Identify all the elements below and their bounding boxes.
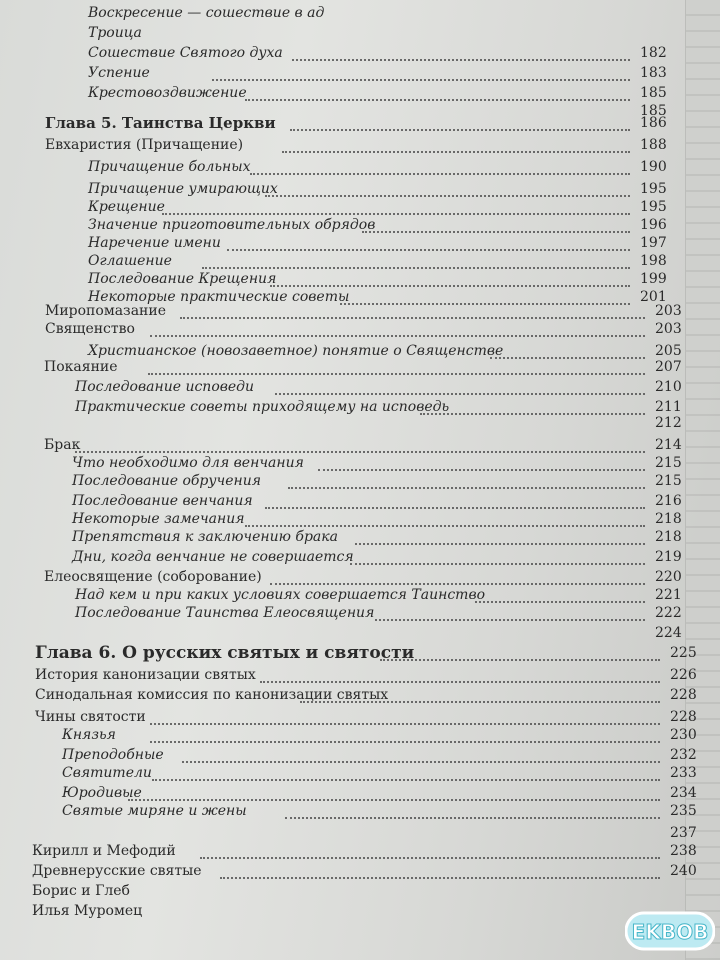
toc-entry [88,42,283,64]
toc-entry-title: Некоторые замечания [72,511,245,527]
toc-page-number: 190 [640,159,667,175]
dot-leader [420,412,645,415]
toc-page-number: 228 [670,687,697,703]
toc-entry-title: Чины святости [35,709,146,725]
dot-leader [350,562,645,565]
toc-page-number: 214 [655,437,682,453]
toc-page-number: 224 [655,625,682,641]
toc-page-number: 185 [640,103,667,119]
toc-entry [32,900,142,922]
toc-entry [32,880,130,902]
toc-entry-title: Священство [45,321,135,337]
toc-entry-title: Наречение имени [88,235,221,251]
toc-entry [75,396,449,418]
toc-entry-title: Последование Таинства Елеосвящения [75,605,375,621]
toc-page-number: 226 [670,667,697,683]
toc-page-number: 186 [640,115,667,131]
toc-page-number: 222 [655,605,682,621]
dot-leader [475,600,645,603]
dot-leader [182,760,660,763]
dot-leader [285,816,660,819]
toc-entry-title: Успение [88,65,150,81]
toc-entry-title: Брак [44,437,81,453]
dot-leader [202,266,630,269]
toc-entry-title: Миропомазание [45,303,166,319]
toc-page-number: 218 [655,529,682,545]
toc-page-number: 219 [655,549,682,565]
toc-entry [62,744,164,766]
toc-entry [32,840,176,862]
toc-entry-title: Троица [88,25,142,41]
toc-page-number: 203 [655,321,682,337]
dot-leader [282,150,630,153]
toc-entry-title: Юродивые [62,785,142,801]
dot-leader [490,356,645,359]
dot-leader [288,486,645,489]
toc-entry-title: Крещение [88,199,165,215]
toc-entry [75,602,374,624]
toc-page-number: 211 [655,399,682,415]
toc-page-number: 182 [640,45,667,61]
dot-leader [362,230,630,233]
toc-entry-title: Последование исповеди [75,379,255,395]
toc-page-number: 203 [655,303,682,319]
dot-leader [265,194,630,197]
dot-leader [292,58,630,61]
toc-entry-title: Покаяние [44,359,118,375]
dot-leader [270,582,645,585]
toc-page-number: 230 [670,727,697,743]
dot-leader [245,98,630,101]
toc-entry [72,452,304,474]
toc-entry [72,508,245,530]
dot-leader [162,212,630,215]
toc-entry [88,62,150,84]
dot-leader [250,172,630,175]
toc-entry-title: Значение приготовительных обрядов [88,217,376,233]
dot-leader [260,680,660,683]
chapter-title: Глава 6. О русских святых и святости [35,643,415,663]
toc-entry [72,490,253,512]
toc-entry [88,268,276,290]
toc-entry-title: История канонизации святых [35,667,256,683]
toc-entry-title: Оглашение [88,253,172,269]
toc-page-number: 218 [655,511,682,527]
toc-page-number: 207 [655,359,682,375]
toc-entry [88,22,142,44]
dot-leader [265,506,645,509]
toc-page-number: 228 [670,709,697,725]
toc-page-number: 210 [655,379,682,395]
toc-entry-title: Некоторые практические советы [88,289,350,305]
toc-entry-title: Сошествие Святого духа [88,45,283,61]
toc-entry-title: Последование венчания [72,493,253,509]
toc-page-number: 225 [670,645,697,661]
toc-entry [45,318,135,340]
toc-entry-title: Святители [62,765,152,781]
toc-entry-title: Синодальная комиссия по канонизации святых [35,687,389,703]
toc-entry [44,356,118,378]
toc-page-number: 233 [670,765,697,781]
toc-entry [62,724,116,746]
watermark-logo [625,910,715,952]
dot-leader [245,524,645,527]
toc-page-number: 197 [640,235,667,251]
toc-entry [62,782,142,804]
toc-entry [72,470,261,492]
toc-entry-title: Святые миряне и жены [62,803,247,819]
toc-page-number: 220 [655,569,682,585]
dot-leader [318,468,645,471]
dot-leader [150,722,660,725]
toc-entry-title: Евхаристия (Причащение) [45,137,244,153]
toc-page-number: 237 [670,825,697,841]
toc-page-number: 238 [670,843,697,859]
toc-page-number: 185 [640,85,667,101]
dot-leader [227,248,630,251]
toc-entry-title: Князья [62,727,116,743]
toc-page-number: 183 [640,65,667,81]
toc-page-number: 215 [655,473,682,489]
toc-entry [88,340,503,362]
toc-page-number: 201 [640,289,667,305]
toc-page-number: 205 [655,343,682,359]
toc-entry-title: Препятствия к заключению брака [72,529,338,545]
toc-page-number: 212 [655,415,682,431]
toc-entry-title: Последование обручения [72,473,262,489]
dot-leader [128,798,660,801]
toc-entry-title: Борис и Глеб [32,883,130,899]
toc-page-number: 215 [655,455,682,471]
dot-leader [200,856,660,859]
logo-text: EKBOB [631,920,709,944]
toc-entry-title: Кирилл и Мефодий [32,843,176,859]
toc-page-number: 221 [655,587,682,603]
dot-leader [150,334,645,337]
dot-leader [290,128,630,131]
dot-leader [150,740,660,743]
toc-entry [88,156,251,178]
toc-entry-title: Преподобные [62,747,164,763]
toc-page-number: 188 [640,137,667,153]
toc-page-number: 232 [670,747,697,763]
toc-page-number: 196 [640,217,667,233]
toc-entry [35,706,146,728]
toc-entry-title: Илья Муромец [32,903,143,919]
toc-entry [75,376,254,398]
toc-entry-title: Крестовоздвижение [88,85,247,101]
toc-entry [35,664,256,686]
dot-leader [148,372,645,375]
toc-entry-title: Воскресение — сошествие в ад [88,5,325,21]
toc-page-number: 195 [640,199,667,215]
toc-entry [88,2,324,24]
dot-leader [220,876,660,879]
toc-entry [88,250,172,272]
toc-entry [62,762,152,784]
dot-leader [270,284,630,287]
toc-page-number: 240 [670,863,697,879]
dot-leader [380,658,660,661]
toc-entry [45,112,276,134]
toc-entry [32,860,202,882]
toc-entry [45,134,243,156]
toc-entry [88,196,165,218]
toc-entry-title: Елеосвящение (соборование) [44,569,262,585]
toc-entry-title: Дни, когда венчание не совершается [72,549,354,565]
toc-page-number: 195 [640,181,667,197]
toc-entry [44,566,262,588]
toc-entry [88,82,247,104]
toc-entry [44,434,80,456]
chapter-title: Глава 5. Таинства Церкви [45,114,276,132]
toc-entry-title: Древнерусские святые [32,863,202,879]
toc-entry [88,178,278,200]
toc-page-number: 234 [670,785,697,801]
toc-entry-title: Христианское (новозаветное) понятие о Священстве [88,343,504,359]
dot-leader [180,316,645,319]
toc-entry-title: Причащение умирающих [88,181,278,197]
toc-entry-title: Что необходимо для венчания [72,455,304,471]
dot-leader [340,302,630,305]
toc-entry [62,800,247,822]
dot-leader [375,618,645,621]
toc-page-number: 235 [670,803,697,819]
toc-page-number: 216 [655,493,682,509]
toc-entry-title: Над кем и при каких условиях совершается Таинство [75,587,486,603]
dot-leader [355,542,645,545]
toc-entry [88,232,221,254]
toc-entry [45,300,166,322]
toc-entry-title: Последование Крещения [88,271,277,287]
dot-leader [275,392,645,395]
dot-leader [152,778,660,781]
toc-page-number: 199 [640,271,667,287]
toc-entry [35,642,414,664]
toc-page-number: 198 [640,253,667,269]
toc-entry [72,526,338,548]
toc-entry [72,546,354,568]
toc-entry [75,584,485,606]
dot-leader [212,78,630,81]
toc-entry [88,214,375,236]
dot-leader [75,450,645,453]
toc-entry [35,684,388,706]
toc-entry-title: Причащение больных [88,159,251,175]
toc-entry-title: Практические советы приходящему на исповедь [75,399,450,415]
